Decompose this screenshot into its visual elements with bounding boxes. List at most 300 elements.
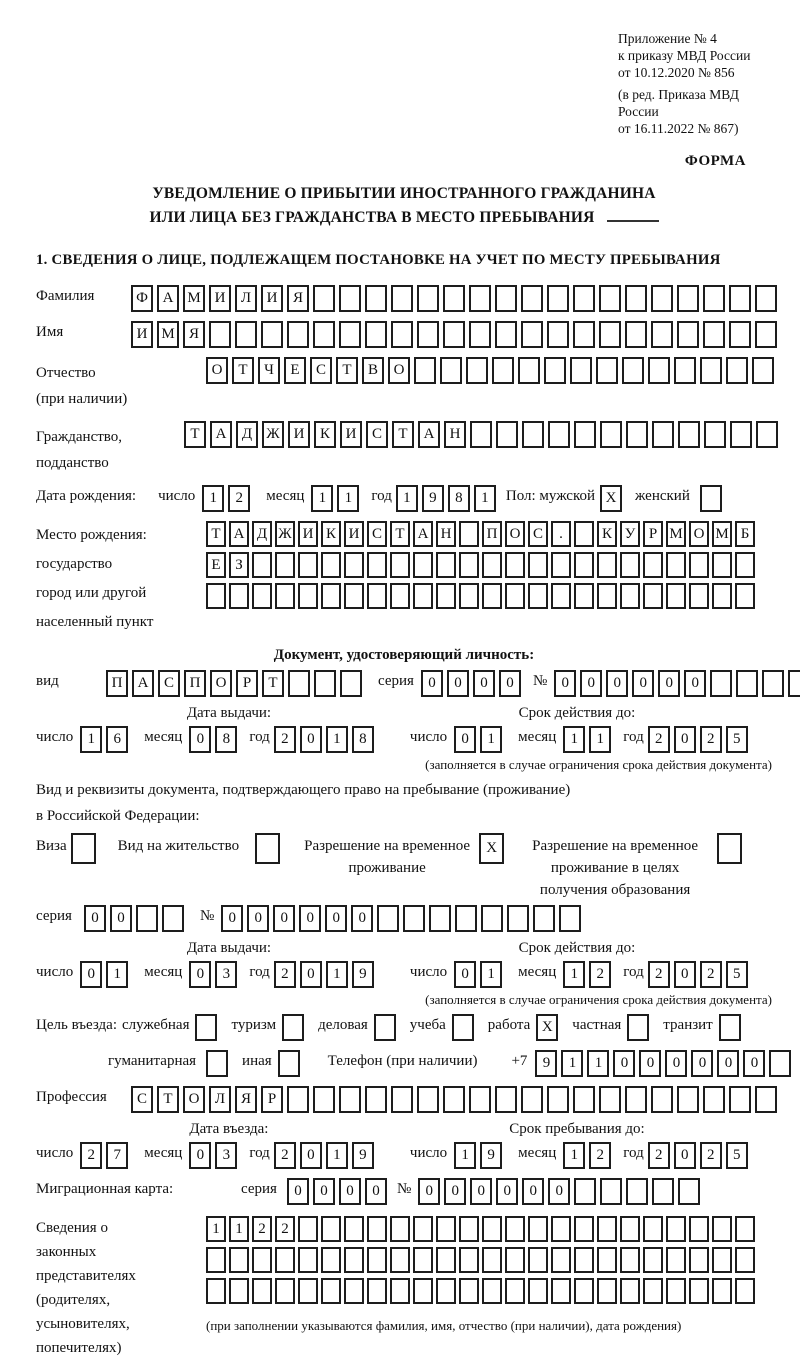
cell[interactable] bbox=[648, 357, 670, 384]
cell[interactable] bbox=[339, 1086, 361, 1113]
cell[interactable]: М bbox=[666, 521, 686, 547]
cell[interactable] bbox=[551, 1247, 571, 1273]
identity-valid-day-cells[interactable] bbox=[454, 726, 506, 753]
cell[interactable] bbox=[666, 1278, 686, 1304]
cell[interactable] bbox=[413, 1278, 433, 1304]
cell[interactable] bbox=[712, 1247, 732, 1273]
cell[interactable] bbox=[700, 357, 722, 384]
cell[interactable]: 0 bbox=[674, 726, 696, 753]
cell[interactable] bbox=[505, 552, 525, 578]
cell[interactable] bbox=[495, 1086, 517, 1113]
residence-issue-month-cells[interactable] bbox=[189, 961, 241, 988]
cell[interactable] bbox=[314, 670, 336, 697]
cell[interactable]: 2 bbox=[252, 1216, 272, 1242]
cell[interactable] bbox=[574, 421, 596, 448]
cell[interactable] bbox=[755, 1086, 777, 1113]
cell[interactable] bbox=[443, 285, 465, 312]
cell[interactable] bbox=[574, 1278, 594, 1304]
identity-issue-year-cells[interactable] bbox=[274, 726, 378, 753]
cell[interactable]: М bbox=[157, 321, 179, 348]
cell[interactable] bbox=[206, 1278, 226, 1304]
cell[interactable]: 1 bbox=[474, 485, 496, 512]
cell[interactable] bbox=[674, 357, 696, 384]
cell[interactable] bbox=[689, 1216, 709, 1242]
cell[interactable]: Ч bbox=[258, 357, 280, 384]
cell[interactable] bbox=[495, 321, 517, 348]
residence-series-cells[interactable] bbox=[84, 905, 188, 932]
cell[interactable] bbox=[548, 421, 570, 448]
cell[interactable] bbox=[551, 583, 571, 609]
cell[interactable]: Б bbox=[735, 521, 755, 547]
cell[interactable] bbox=[651, 1086, 673, 1113]
cell[interactable] bbox=[651, 321, 673, 348]
cell[interactable] bbox=[417, 1086, 439, 1113]
entry-year-cells[interactable] bbox=[274, 1142, 378, 1169]
purpose-official-checkbox[interactable] bbox=[195, 1014, 221, 1041]
cell[interactable] bbox=[252, 1247, 272, 1273]
cell[interactable] bbox=[717, 833, 742, 864]
cell[interactable] bbox=[482, 1278, 502, 1304]
cell[interactable] bbox=[643, 583, 663, 609]
cell[interactable]: Е bbox=[206, 552, 226, 578]
cell[interactable] bbox=[252, 552, 272, 578]
cell[interactable] bbox=[365, 1086, 387, 1113]
cell[interactable]: 0 bbox=[496, 1178, 518, 1205]
cell[interactable]: Ф bbox=[131, 285, 153, 312]
cell[interactable] bbox=[735, 1278, 755, 1304]
cell[interactable] bbox=[440, 357, 462, 384]
cell[interactable]: 0 bbox=[313, 1178, 335, 1205]
cell[interactable] bbox=[298, 583, 318, 609]
identity-kind-cells[interactable] bbox=[106, 670, 366, 697]
cell[interactable]: И bbox=[131, 321, 153, 348]
cell[interactable]: 0 bbox=[110, 905, 132, 932]
visa-checkbox[interactable] bbox=[71, 833, 100, 864]
cell[interactable]: X bbox=[536, 1014, 558, 1041]
cell[interactable]: К bbox=[321, 521, 341, 547]
cell[interactable] bbox=[344, 583, 364, 609]
cell[interactable] bbox=[769, 1050, 791, 1077]
cell[interactable]: 2 bbox=[648, 961, 670, 988]
cell[interactable] bbox=[573, 1086, 595, 1113]
cell[interactable]: 0 bbox=[580, 670, 602, 697]
cell[interactable]: С bbox=[158, 670, 180, 697]
cell[interactable] bbox=[736, 670, 758, 697]
cell[interactable] bbox=[574, 1247, 594, 1273]
cell[interactable] bbox=[522, 421, 544, 448]
birth-place-row3-cells[interactable] bbox=[206, 583, 758, 609]
cell[interactable]: 0 bbox=[447, 670, 469, 697]
cell[interactable] bbox=[436, 552, 456, 578]
cell[interactable] bbox=[735, 583, 755, 609]
cell[interactable]: X bbox=[600, 485, 622, 512]
cell[interactable]: К bbox=[597, 521, 617, 547]
cell[interactable] bbox=[652, 1178, 674, 1205]
cell[interactable] bbox=[625, 321, 647, 348]
cell[interactable] bbox=[756, 421, 778, 448]
cell[interactable]: 0 bbox=[499, 670, 521, 697]
cell[interactable] bbox=[278, 1050, 300, 1077]
cell[interactable]: 0 bbox=[189, 961, 211, 988]
cell[interactable] bbox=[528, 1216, 548, 1242]
cell[interactable] bbox=[528, 583, 548, 609]
cell[interactable]: О bbox=[505, 521, 525, 547]
cell[interactable]: Р bbox=[643, 521, 663, 547]
stay-month-cells[interactable] bbox=[563, 1142, 615, 1169]
cell[interactable]: А bbox=[418, 421, 440, 448]
cell[interactable] bbox=[730, 421, 752, 448]
cell[interactable]: Т bbox=[390, 521, 410, 547]
cell[interactable]: 0 bbox=[444, 1178, 466, 1205]
cell[interactable] bbox=[729, 1086, 751, 1113]
cell[interactable] bbox=[521, 1086, 543, 1113]
purpose-private-checkbox[interactable] bbox=[627, 1014, 653, 1041]
cell[interactable]: 1 bbox=[480, 961, 502, 988]
cell[interactable]: П bbox=[482, 521, 502, 547]
cell[interactable]: 0 bbox=[613, 1050, 635, 1077]
cell[interactable] bbox=[495, 285, 517, 312]
cell[interactable]: 1 bbox=[326, 726, 348, 753]
cell[interactable] bbox=[547, 285, 569, 312]
cell[interactable]: 2 bbox=[648, 726, 670, 753]
cell[interactable]: 0 bbox=[658, 670, 680, 697]
cell[interactable] bbox=[622, 357, 644, 384]
cell[interactable] bbox=[496, 421, 518, 448]
cell[interactable]: 1 bbox=[454, 1142, 476, 1169]
cell[interactable] bbox=[391, 285, 413, 312]
cell[interactable]: 1 bbox=[337, 485, 359, 512]
cell[interactable]: Т bbox=[262, 670, 284, 697]
cell[interactable] bbox=[620, 1216, 640, 1242]
cell[interactable] bbox=[643, 1216, 663, 1242]
cell[interactable] bbox=[313, 285, 335, 312]
cell[interactable]: Т bbox=[157, 1086, 179, 1113]
cell[interactable] bbox=[528, 1247, 548, 1273]
cell[interactable] bbox=[735, 1216, 755, 1242]
cell[interactable] bbox=[625, 285, 647, 312]
cell[interactable] bbox=[282, 1014, 304, 1041]
cell[interactable]: 0 bbox=[300, 1142, 322, 1169]
cell[interactable]: 8 bbox=[352, 726, 374, 753]
cell[interactable] bbox=[620, 1247, 640, 1273]
cell[interactable]: 0 bbox=[221, 905, 243, 932]
cell[interactable] bbox=[735, 552, 755, 578]
cell[interactable]: 5 bbox=[726, 726, 748, 753]
cell[interactable] bbox=[755, 285, 777, 312]
birth-day-cells[interactable] bbox=[202, 485, 254, 512]
citizenship-cells[interactable] bbox=[184, 421, 782, 448]
cell[interactable] bbox=[762, 670, 784, 697]
cell[interactable] bbox=[752, 357, 774, 384]
cell[interactable]: 0 bbox=[80, 961, 102, 988]
cell[interactable] bbox=[518, 357, 540, 384]
cell[interactable] bbox=[677, 321, 699, 348]
cell[interactable] bbox=[482, 583, 502, 609]
cell[interactable]: Я bbox=[235, 1086, 257, 1113]
cell[interactable] bbox=[570, 357, 592, 384]
cell[interactable]: А bbox=[413, 521, 433, 547]
cell[interactable] bbox=[414, 357, 436, 384]
cell[interactable] bbox=[367, 1278, 387, 1304]
cell[interactable]: Л bbox=[209, 1086, 231, 1113]
cell[interactable]: 0 bbox=[691, 1050, 713, 1077]
cell[interactable] bbox=[559, 905, 581, 932]
cell[interactable]: 0 bbox=[665, 1050, 687, 1077]
cell[interactable] bbox=[620, 552, 640, 578]
birth-month-cells[interactable] bbox=[311, 485, 363, 512]
cell[interactable] bbox=[298, 552, 318, 578]
cell[interactable] bbox=[626, 1178, 648, 1205]
cell[interactable] bbox=[600, 421, 622, 448]
purpose-transit-checkbox[interactable] bbox=[719, 1014, 745, 1041]
cell[interactable]: 0 bbox=[522, 1178, 544, 1205]
cell[interactable] bbox=[206, 583, 226, 609]
cell[interactable]: X bbox=[479, 833, 504, 864]
cell[interactable] bbox=[505, 1216, 525, 1242]
cell[interactable] bbox=[390, 583, 410, 609]
cell[interactable] bbox=[321, 1278, 341, 1304]
cell[interactable] bbox=[505, 1278, 525, 1304]
cell[interactable] bbox=[261, 321, 283, 348]
cell[interactable] bbox=[417, 285, 439, 312]
cell[interactable]: 2 bbox=[700, 726, 722, 753]
cell[interactable]: 2 bbox=[274, 726, 296, 753]
cell[interactable]: А bbox=[157, 285, 179, 312]
cell[interactable]: И bbox=[261, 285, 283, 312]
cell[interactable]: 0 bbox=[717, 1050, 739, 1077]
cell[interactable] bbox=[459, 521, 479, 547]
cell[interactable] bbox=[365, 285, 387, 312]
cell[interactable] bbox=[574, 1178, 596, 1205]
cell[interactable]: 0 bbox=[84, 905, 106, 932]
residence-permit-checkbox[interactable] bbox=[255, 833, 284, 864]
cell[interactable]: М bbox=[183, 285, 205, 312]
cell[interactable]: А bbox=[229, 521, 249, 547]
cell[interactable] bbox=[365, 321, 387, 348]
cell[interactable] bbox=[710, 670, 732, 697]
cell[interactable] bbox=[574, 583, 594, 609]
cell[interactable]: 2 bbox=[589, 1142, 611, 1169]
cell[interactable] bbox=[712, 1278, 732, 1304]
purpose-work-checkbox[interactable] bbox=[536, 1014, 562, 1041]
cell[interactable]: Р bbox=[261, 1086, 283, 1113]
cell[interactable]: 2 bbox=[275, 1216, 295, 1242]
cell[interactable]: Т bbox=[206, 521, 226, 547]
cell[interactable]: Ж bbox=[262, 421, 284, 448]
cell[interactable]: Я bbox=[183, 321, 205, 348]
cell[interactable] bbox=[275, 552, 295, 578]
cell[interactable] bbox=[735, 1247, 755, 1273]
cell[interactable] bbox=[689, 583, 709, 609]
cell[interactable] bbox=[252, 583, 272, 609]
cell[interactable]: 1 bbox=[587, 1050, 609, 1077]
cell[interactable]: 0 bbox=[273, 905, 295, 932]
cell[interactable]: 0 bbox=[606, 670, 628, 697]
representatives-row1-cells[interactable] bbox=[206, 1216, 758, 1242]
cell[interactable] bbox=[298, 1278, 318, 1304]
cell[interactable]: 1 bbox=[563, 726, 585, 753]
cell[interactable]: 0 bbox=[674, 1142, 696, 1169]
cell[interactable]: О bbox=[206, 357, 228, 384]
cell[interactable]: 7 bbox=[106, 1142, 128, 1169]
cell[interactable] bbox=[469, 285, 491, 312]
cell[interactable]: Д bbox=[252, 521, 272, 547]
cell[interactable]: С bbox=[310, 357, 332, 384]
cell[interactable] bbox=[597, 1247, 617, 1273]
cell[interactable]: 0 bbox=[473, 670, 495, 697]
cell[interactable]: 2 bbox=[700, 1142, 722, 1169]
cell[interactable]: 2 bbox=[589, 961, 611, 988]
cell[interactable] bbox=[275, 1278, 295, 1304]
cell[interactable] bbox=[651, 285, 673, 312]
cell[interactable] bbox=[229, 1247, 249, 1273]
cell[interactable]: 0 bbox=[365, 1178, 387, 1205]
cell[interactable] bbox=[466, 357, 488, 384]
cell[interactable] bbox=[600, 1178, 622, 1205]
cell[interactable]: 0 bbox=[554, 670, 576, 697]
cell[interactable]: С bbox=[131, 1086, 153, 1113]
cell[interactable] bbox=[528, 552, 548, 578]
cell[interactable] bbox=[429, 905, 451, 932]
cell[interactable] bbox=[390, 552, 410, 578]
cell[interactable]: 8 bbox=[448, 485, 470, 512]
cell[interactable] bbox=[521, 285, 543, 312]
cell[interactable] bbox=[729, 285, 751, 312]
cell[interactable]: 0 bbox=[454, 726, 476, 753]
cell[interactable] bbox=[436, 1278, 456, 1304]
cell[interactable]: Я bbox=[287, 285, 309, 312]
cell[interactable] bbox=[712, 583, 732, 609]
cell[interactable] bbox=[521, 321, 543, 348]
cell[interactable] bbox=[390, 1216, 410, 1242]
cell[interactable] bbox=[403, 905, 425, 932]
cell[interactable] bbox=[755, 321, 777, 348]
entry-day-cells[interactable] bbox=[80, 1142, 132, 1169]
cell[interactable]: 9 bbox=[480, 1142, 502, 1169]
cell[interactable] bbox=[597, 1216, 617, 1242]
cell[interactable] bbox=[551, 1278, 571, 1304]
birth-place-row2-cells[interactable] bbox=[206, 552, 758, 578]
cell[interactable] bbox=[666, 1247, 686, 1273]
cell[interactable]: Д bbox=[236, 421, 258, 448]
cell[interactable] bbox=[390, 1247, 410, 1273]
residence-number-cells[interactable] bbox=[221, 905, 585, 932]
cell[interactable] bbox=[367, 583, 387, 609]
cell[interactable] bbox=[551, 552, 571, 578]
cell[interactable]: 5 bbox=[726, 961, 748, 988]
cell[interactable]: 0 bbox=[189, 726, 211, 753]
cell[interactable] bbox=[298, 1216, 318, 1242]
cell[interactable] bbox=[339, 285, 361, 312]
cell[interactable]: С bbox=[528, 521, 548, 547]
cell[interactable]: У bbox=[620, 521, 640, 547]
cell[interactable]: 0 bbox=[632, 670, 654, 697]
cell[interactable]: 0 bbox=[674, 961, 696, 988]
cell[interactable] bbox=[321, 1247, 341, 1273]
cell[interactable] bbox=[443, 321, 465, 348]
cell[interactable] bbox=[704, 421, 726, 448]
purpose-humanitarian-checkbox[interactable] bbox=[206, 1050, 232, 1077]
cell[interactable] bbox=[339, 321, 361, 348]
cell[interactable] bbox=[459, 583, 479, 609]
cell[interactable]: С bbox=[367, 521, 387, 547]
cell[interactable] bbox=[574, 552, 594, 578]
cell[interactable]: Н bbox=[436, 521, 456, 547]
cell[interactable]: А bbox=[132, 670, 154, 697]
cell[interactable] bbox=[689, 1247, 709, 1273]
cell[interactable]: Л bbox=[235, 285, 257, 312]
cell[interactable]: Ж bbox=[275, 521, 295, 547]
cell[interactable] bbox=[625, 1086, 647, 1113]
cell[interactable] bbox=[162, 905, 184, 932]
cell[interactable] bbox=[482, 1247, 502, 1273]
cell[interactable]: 0 bbox=[684, 670, 706, 697]
stay-year-cells[interactable] bbox=[648, 1142, 752, 1169]
cell[interactable] bbox=[413, 1247, 433, 1273]
residence-valid-month-cells[interactable] bbox=[563, 961, 615, 988]
cell[interactable] bbox=[340, 670, 362, 697]
cell[interactable]: 0 bbox=[300, 726, 322, 753]
cell[interactable] bbox=[627, 1014, 649, 1041]
cell[interactable] bbox=[377, 905, 399, 932]
cell[interactable]: Н bbox=[444, 421, 466, 448]
identity-number-cells[interactable] bbox=[554, 670, 800, 697]
purpose-business-checkbox[interactable] bbox=[374, 1014, 400, 1041]
cell[interactable] bbox=[712, 552, 732, 578]
cell[interactable] bbox=[344, 1278, 364, 1304]
cell[interactable] bbox=[666, 583, 686, 609]
cell[interactable]: 1 bbox=[311, 485, 333, 512]
cell[interactable]: 2 bbox=[274, 961, 296, 988]
cell[interactable]: 0 bbox=[287, 1178, 309, 1205]
cell[interactable] bbox=[443, 1086, 465, 1113]
cell[interactable]: Т bbox=[184, 421, 206, 448]
cell[interactable] bbox=[505, 583, 525, 609]
cell[interactable] bbox=[275, 583, 295, 609]
cell[interactable]: 6 bbox=[106, 726, 128, 753]
cell[interactable] bbox=[544, 357, 566, 384]
cell[interactable]: 3 bbox=[215, 961, 237, 988]
cell[interactable]: 0 bbox=[299, 905, 321, 932]
cell[interactable]: . bbox=[551, 521, 571, 547]
cell[interactable] bbox=[597, 1278, 617, 1304]
cell[interactable] bbox=[643, 1278, 663, 1304]
surname-cells[interactable] bbox=[131, 285, 781, 312]
sex-female-checkbox[interactable] bbox=[700, 485, 726, 512]
cell[interactable] bbox=[666, 552, 686, 578]
cell[interactable] bbox=[344, 1216, 364, 1242]
cell[interactable]: 0 bbox=[548, 1178, 570, 1205]
cell[interactable]: 1 bbox=[326, 1142, 348, 1169]
cell[interactable]: 2 bbox=[648, 1142, 670, 1169]
cell[interactable] bbox=[788, 670, 800, 697]
purpose-study-checkbox[interactable] bbox=[452, 1014, 478, 1041]
cell[interactable]: П bbox=[184, 670, 206, 697]
cell[interactable]: 1 bbox=[229, 1216, 249, 1242]
cell[interactable]: 1 bbox=[80, 726, 102, 753]
cell[interactable] bbox=[620, 1278, 640, 1304]
birth-place-row1-cells[interactable] bbox=[206, 521, 758, 547]
cell[interactable] bbox=[482, 1216, 502, 1242]
cell[interactable]: 5 bbox=[726, 1142, 748, 1169]
cell[interactable]: 1 bbox=[563, 1142, 585, 1169]
cell[interactable] bbox=[321, 583, 341, 609]
cell[interactable] bbox=[573, 285, 595, 312]
cell[interactable] bbox=[652, 421, 674, 448]
cell[interactable]: М bbox=[712, 521, 732, 547]
cell[interactable] bbox=[229, 1278, 249, 1304]
cell[interactable]: 0 bbox=[351, 905, 373, 932]
